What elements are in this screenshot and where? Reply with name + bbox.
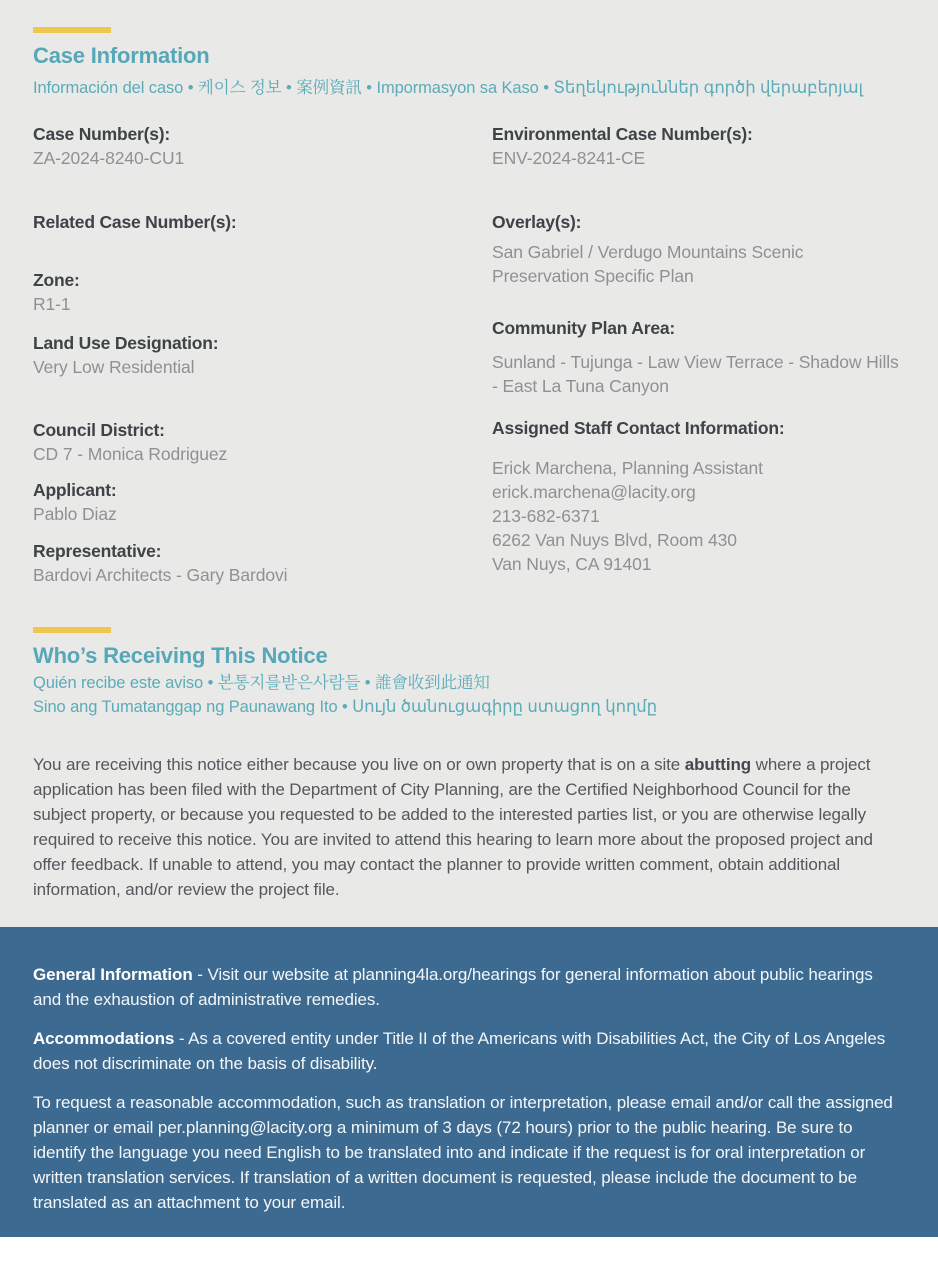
- case-info-left-column: [33, 122, 492, 587]
- related-case-number-label: Related Case Number(s):: [33, 212, 237, 233]
- environmental-case-number-value: ENV-2024-8241-CE: [492, 148, 646, 169]
- case-information-title: Case Information: [33, 43, 210, 68]
- general-information-label: General Information: [33, 965, 193, 985]
- zone-label: Zone:: [33, 270, 80, 291]
- field-zone: [33, 268, 492, 316]
- applicant-value: Pablo Diaz: [33, 504, 117, 525]
- field-case-number: [33, 122, 492, 170]
- applicant-label: Applicant:: [33, 480, 117, 501]
- field-staff-contact: [492, 416, 903, 576]
- case-information-translations: Información del caso • 케이스 정보 • 案例資訊 • Impormasyon sa Kaso • Տեղեկություններ գործի վերաբերյալ: [33, 79, 863, 98]
- receiving-notice-paragraph: [33, 752, 905, 902]
- general-information-paragraph: [33, 962, 903, 1012]
- contact-name-line: Erick Marchena, Planning Assistant: [492, 458, 763, 479]
- staff-contact-value: [492, 456, 903, 576]
- accommodations-text: - As a covered entity under Title II of the Americans with Disabilities Act, the City of Los Angeles does not discriminate on the basis of disability.: [33, 1029, 886, 1074]
- accommodation-request-text: To request a reasonable accommodation, such as translation or interpretation, please email and/or call the assigned planner or email per.planning@lacity.org a minimum of 3 days (72 hours) prior to the public hearing. Be sure to identify the language you need English to be translated into and indicate if the request is for oral interpretation or written translation services. If translation of a written document is requested, please include the document to be translated as an attachment to your email.: [33, 1093, 893, 1213]
- field-council-district: [33, 418, 492, 466]
- representative-value: Bardovi Architects - Gary Bardovi: [33, 565, 288, 586]
- general-information-footer: [0, 927, 938, 1237]
- accommodations-label: Accommodations: [33, 1029, 175, 1049]
- community-plan-area-label: Community Plan Area:: [492, 318, 676, 339]
- council-district-label: Council District:: [33, 420, 165, 441]
- staff-contact-label: Assigned Staff Contact Information:: [492, 418, 785, 439]
- land-use-value: Very Low Residential: [33, 357, 195, 378]
- contact-phone-line: 213-682-6371: [492, 506, 600, 527]
- field-representative: [33, 539, 492, 587]
- yellow-accent-bar: [33, 27, 111, 33]
- council-district-value: CD 7 - Monica Rodriguez: [33, 444, 228, 465]
- contact-city-line: Van Nuys, CA 91401: [492, 554, 652, 575]
- field-community-plan-area: [492, 316, 903, 398]
- contact-street-line: 6262 Van Nuys Blvd, Room 430: [492, 530, 737, 551]
- receiving-translations-line2: Sino ang Tumatanggap ng Paunawang Ito • Սույն ծանուցագիրը ստացող կողմը: [33, 698, 658, 717]
- land-use-label: Land Use Designation:: [33, 333, 219, 354]
- field-related-case-number: [33, 210, 492, 234]
- case-number-label: Case Number(s):: [33, 124, 171, 145]
- contact-email-line: erick.marchena@lacity.org: [492, 482, 696, 503]
- paragraph-text: You are receiving this notice either because you live on or own property that is on a site: [33, 755, 685, 775]
- case-info-right-column: [492, 122, 905, 576]
- overlays-label: Overlay(s):: [492, 212, 582, 233]
- receiving-notice-title: Who’s Receiving This Notice: [33, 643, 328, 669]
- case-number-value: ZA-2024-8240-CU1: [33, 148, 185, 169]
- receiving-translations-line1: Quién recibe este aviso • 본통지를받은사람들 • 誰會收到此通知: [33, 674, 490, 693]
- accommodations-paragraph: [33, 1026, 903, 1076]
- accommodation-request-paragraph: [33, 1090, 903, 1215]
- paragraph-text: where a project application has been filed with the Department of City Planning, are the Certified Neighborhood Council for the subject property, or because you requested to be added to the interested parties list, or you are otherwise legally required to receive this notice. You are invited to attend this hearing to learn more about the proposed project and offer feedback. If unable to attend, you may contact the planner to provide written comment, obtain additional information, and/or review the project file.: [33, 755, 873, 900]
- field-overlays: [492, 210, 903, 288]
- field-applicant: [33, 478, 492, 526]
- yellow-accent-bar: [33, 627, 111, 633]
- general-information-text: - Visit our website at planning4la.org/hearings for general information about public hearings and the exhaustion of administrative remedies.: [33, 965, 873, 1010]
- environmental-case-number-label: Environmental Case Number(s):: [492, 124, 753, 145]
- community-plan-area-value: Sunland - Tujunga - Law View Terrace - Shadow Hills - East La Tuna Canyon: [492, 352, 899, 397]
- paragraph-bold-word: abutting: [684, 755, 752, 775]
- representative-label: Representative:: [33, 541, 162, 562]
- receiving-notice-section: [33, 627, 905, 902]
- case-information-section: [33, 27, 905, 587]
- field-environmental-case-number: [492, 122, 903, 170]
- field-land-use-designation: [33, 331, 492, 379]
- page-bottom-margin: [0, 1237, 938, 1267]
- zone-value: R1-1: [33, 294, 71, 315]
- case-information-columns: [33, 122, 905, 587]
- overlays-value: San Gabriel / Verdugo Mountains Scenic Preservation Specific Plan: [492, 242, 804, 287]
